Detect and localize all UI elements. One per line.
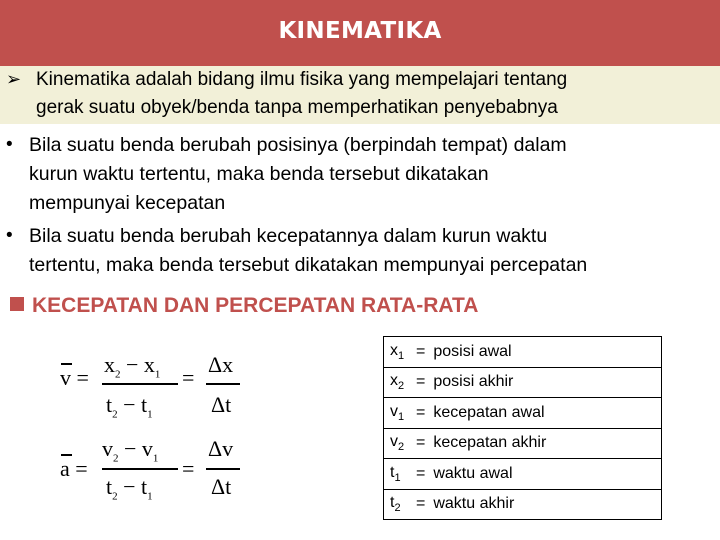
delta-x: Δx xyxy=(208,352,234,377)
bullet-1-line-3: mempunyai kecepatan xyxy=(29,192,226,214)
delta-t: Δt xyxy=(211,474,232,499)
velocity-numerator: $x_2 - x_1$ xyxy=(104,352,161,381)
var-symbol: t xyxy=(390,463,395,481)
fraction-line xyxy=(206,383,240,385)
velocity-denominator: $t_2 - t_1$ xyxy=(106,392,153,421)
section-heading-text: KECEPATAN DAN PERCEPATAN RATA-RATA xyxy=(32,294,479,317)
equals-cell: = xyxy=(414,428,427,459)
var-subscript: 2 xyxy=(394,502,401,515)
table-row xyxy=(384,398,662,429)
fraction-line xyxy=(206,468,240,470)
acceleration-denominator: $t_2 - t_1$ xyxy=(106,474,153,503)
table-row xyxy=(384,367,662,398)
var-symbol: t xyxy=(390,494,395,512)
var-symbol: x xyxy=(390,372,398,390)
var-description: posisi akhir xyxy=(427,367,662,398)
equals-cell: = xyxy=(414,367,427,398)
fraction-line xyxy=(102,468,178,470)
equals-sign: = xyxy=(182,365,195,390)
var-description: waktu awal xyxy=(427,459,662,490)
bullet-2-line-1: Bila suatu benda berubah kecepatannya dalam kurun waktu xyxy=(29,225,548,247)
square-bullet-icon xyxy=(10,297,24,311)
a-bar-symbol: a = xyxy=(60,456,88,481)
section-heading xyxy=(10,294,478,318)
var-symbol: v xyxy=(390,433,398,451)
table-row xyxy=(384,489,662,520)
var-description: waktu akhir xyxy=(427,489,662,520)
page-title: KINEMATIKA xyxy=(278,18,442,44)
var-subscript: 1 xyxy=(394,471,401,484)
var-description: kecepatan akhir xyxy=(427,428,662,459)
arrow-bullet-icon: ➢ xyxy=(6,69,22,89)
bullet-dot-icon: • xyxy=(6,225,13,246)
var-symbol: x xyxy=(390,341,398,359)
table-row xyxy=(384,428,662,459)
var-subscript: 2 xyxy=(398,380,405,393)
equals-cell: = xyxy=(414,398,427,429)
var-subscript: 2 xyxy=(398,441,405,454)
var-description: posisi awal xyxy=(427,337,662,368)
var-description: kecepatan awal xyxy=(427,398,662,429)
bullet-1-line-1: Bila suatu benda berubah posisinya (berpindah tempat) dalam xyxy=(29,134,567,156)
equals-cell: = xyxy=(414,459,427,490)
table-row xyxy=(384,459,662,490)
definition-line-1: Kinematika adalah bidang ilmu fisika yang mempelajari tentang xyxy=(36,69,568,90)
acceleration-numerator: $v_2 - v_1$ xyxy=(102,436,159,465)
delta-t: Δt xyxy=(211,392,232,417)
v-bar-symbol: v = xyxy=(60,365,89,390)
definition-line-2: gerak suatu obyek/benda tanpa memperhatikan penyebabnya xyxy=(36,97,558,118)
legend-table xyxy=(383,336,662,520)
equals-sign: = xyxy=(182,456,195,481)
delta-v: Δv xyxy=(208,436,234,461)
equals-cell: = xyxy=(414,337,427,368)
fraction-line xyxy=(102,383,178,385)
bullet-2-line-2: tertentu, maka benda tersebut dikatakan mempunyai percepatan xyxy=(29,254,588,276)
bullet-dot-icon: • xyxy=(6,134,13,155)
equals-cell: = xyxy=(414,489,427,520)
table-row xyxy=(384,337,662,368)
var-subscript: 1 xyxy=(398,410,405,423)
var-symbol: v xyxy=(390,402,398,420)
var-subscript: 1 xyxy=(398,349,405,362)
bullet-1-line-2: kurun waktu tertentu, maka benda tersebut dikatakan xyxy=(29,163,489,185)
